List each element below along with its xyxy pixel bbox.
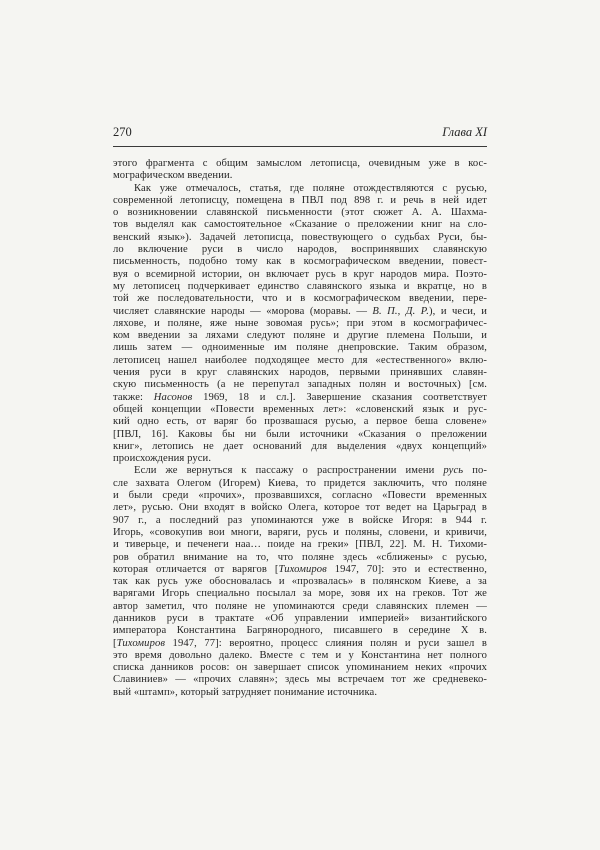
text-line <box>113 207 487 219</box>
text-run: тов выделял как самостоятельное «Сказание о преложении книг на сло- <box>113 219 487 231</box>
text-line <box>113 638 487 650</box>
text-line <box>113 306 487 318</box>
text-line <box>113 379 487 391</box>
text-run: скую письменность (а не перепутал западных полян и восточных) [см. <box>113 379 487 391</box>
italic-text-run: Тихомиров <box>278 563 327 575</box>
text-run: по- <box>463 465 487 477</box>
body-text <box>113 158 487 699</box>
text-run: вый «штамп», который затрудняет понимание источника. <box>113 686 378 698</box>
text-line <box>113 478 487 490</box>
text-line <box>113 539 487 551</box>
text-run: современной летописцу, помещена в ПВЛ под 898 г. и речь в ней идет <box>113 194 487 206</box>
text-line <box>113 650 487 662</box>
text-line <box>113 429 487 441</box>
text-run: 907 г., а последний раз упоминаются уже в войске Игоря: в 944 г. <box>113 514 487 526</box>
text-line <box>113 552 487 564</box>
text-line <box>113 342 487 354</box>
text-run: происхождения руси. <box>113 453 212 465</box>
text-line <box>113 318 487 330</box>
text-line <box>113 281 487 293</box>
text-line <box>113 195 487 207</box>
text-run: письменность, подобно тому как в космографическом введении, повест- <box>113 256 487 268</box>
text-run: ло включение руси в число народов, воспринявших славянскую <box>113 244 487 256</box>
text-line <box>113 219 487 231</box>
running-header <box>113 125 487 140</box>
text-line <box>113 465 487 477</box>
text-line <box>113 674 487 686</box>
text-run: так как русь уже обосновалась и «прозвалась» в полянском Киеве, а за <box>113 576 487 588</box>
text-run: варягами Игорь специально посылал за море, зовя их на греков. Тот же <box>113 588 487 600</box>
text-run: Как уже отмечалось, статья, где поляне отождествляются с русью, <box>134 182 487 194</box>
text-line <box>113 576 487 588</box>
text-line <box>113 601 487 613</box>
text-line <box>113 416 487 428</box>
text-line <box>113 441 487 453</box>
text-run: это время довольно далеко. Вместе с тем и у Константина нет полного <box>113 649 487 661</box>
text-run: лет», русью. Они входят в войско Олега, которое тот ведет на Царьград в <box>113 502 487 514</box>
text-run: списка данников росов: он завершает список упоминанием неких «прочих <box>113 662 487 674</box>
text-line <box>113 527 487 539</box>
page-number: 270 <box>113 125 132 139</box>
text-run: ), и чеси, и <box>429 305 487 317</box>
text-run: и тиверьце, и печенеги наа… поиде на греки» [ПВЛ, 22]. М. Н. Тихоми- <box>113 539 487 551</box>
text-run: данников руси в трактате «Об управлении империей» византийского <box>113 612 487 624</box>
chapter-title: Глава XI <box>442 125 487 139</box>
text-line <box>113 490 487 502</box>
text-run: и были среди «прочих», прозвавшихся, согласно «Повести временных <box>113 490 487 502</box>
text-run: которая отличается от варягов [ <box>113 563 279 575</box>
text-run: мографическом введении. <box>113 170 233 182</box>
text-run: общей концепции «Повести временных лет»: «словенский язык и рус- <box>113 403 487 415</box>
text-run: автор заметил, что поляне не упоминаются среди славянских племен — <box>113 600 487 612</box>
text-line <box>113 355 487 367</box>
text-run: 1947, 70]: это и естественно, <box>326 563 487 575</box>
text-run: [ <box>113 637 117 649</box>
text-line <box>113 502 487 514</box>
text-run: ров обратил внимание на то, что поляне здесь «сближены» с русью, <box>113 551 487 563</box>
text-line <box>113 687 487 699</box>
text-run: [ПВЛ, 16]. Каковы бы ни были источники «Сказания о преложении <box>113 428 487 440</box>
text-run: 1969, 18 и сл.]. Завершение сказания соответствует <box>192 391 487 403</box>
italic-text-run: Насонов <box>153 391 193 403</box>
text-line <box>113 293 487 305</box>
text-line <box>113 392 487 404</box>
header-rule <box>113 146 487 147</box>
text-line <box>113 588 487 600</box>
text-run: венский язык»). Задачей летописца, повествующего о судьбах Руси, бы- <box>113 231 487 243</box>
text-line <box>113 515 487 527</box>
text-line <box>113 404 487 416</box>
text-line <box>113 625 487 637</box>
text-line <box>113 244 487 256</box>
text-run: сле захвата Олегом (Игорем) Киева, то придется заключить, что поляне <box>113 477 487 489</box>
italic-text-run: В. П., Д. Р. <box>372 305 430 317</box>
text-run: вуя о всемирной истории, он включает русь в круг народов мира. Поэто- <box>113 268 487 280</box>
italic-text-run: русь <box>443 465 464 477</box>
text-run: той же последовательности, что и в космографическом введении, пере- <box>113 293 487 305</box>
text-line <box>113 269 487 281</box>
text-run: ком введении за ляхами следуют поляне и другие племена Польши, и <box>113 330 487 342</box>
text-line <box>113 564 487 576</box>
italic-text-run: Тихомиров <box>116 637 166 649</box>
text-run: кий одно есть, от варяг бо прозвашася русью, а первое беша словене» <box>113 416 487 428</box>
text-run: Игорь, «совокупив вои многи, варяги, русь и поляны, словени, и кривичи, <box>113 526 487 538</box>
text-line <box>113 170 487 182</box>
text-line <box>113 158 487 170</box>
text-line <box>113 330 487 342</box>
text-run: 1947, 77]: вероятно, процесс слияния полян и руси зашел в <box>165 637 487 649</box>
text-run: чения руси в круг славянских народов, первыми принявших славян- <box>113 367 487 379</box>
text-run: числяет славянские народы — «морова (моравы. — <box>113 305 373 317</box>
text-run: императора Константина Багрянородного, писавшего в середине X в. <box>113 625 487 637</box>
text-run: летописец нашел наиболее подходящее место для «естественного» вклю- <box>113 354 487 366</box>
text-run: Славиниев» — «прочих славян»; здесь мы встречаем тот же средневеко- <box>113 674 487 686</box>
text-line <box>113 613 487 625</box>
text-line <box>113 232 487 244</box>
text-run: также: <box>113 391 154 403</box>
text-run: Если же вернуться к пассажу о распространении имени <box>134 465 444 477</box>
text-run: ляхове, и поляне, яже ныне зовомая русь»; при этом в космографичес- <box>113 317 487 329</box>
text-run: о возникновении славянской письменности (этот сюжет А. А. Шахма- <box>113 207 487 219</box>
text-run: этого фрагмента с общим замыслом летописца, очевидным уже в кос- <box>113 158 487 169</box>
text-line <box>113 256 487 268</box>
text-run: книг», летопись не дает оснований для выделения «двух концепций» <box>113 440 487 452</box>
text-line <box>113 367 487 379</box>
text-line <box>113 183 487 195</box>
text-line <box>113 662 487 674</box>
text-run: му летописец подчеркивает единство славянского языка и вкратце, но в <box>113 280 487 292</box>
text-run: лишь затем — одноименные им поляне днепровские. Таким образом, <box>113 342 487 354</box>
text-line <box>113 453 487 465</box>
